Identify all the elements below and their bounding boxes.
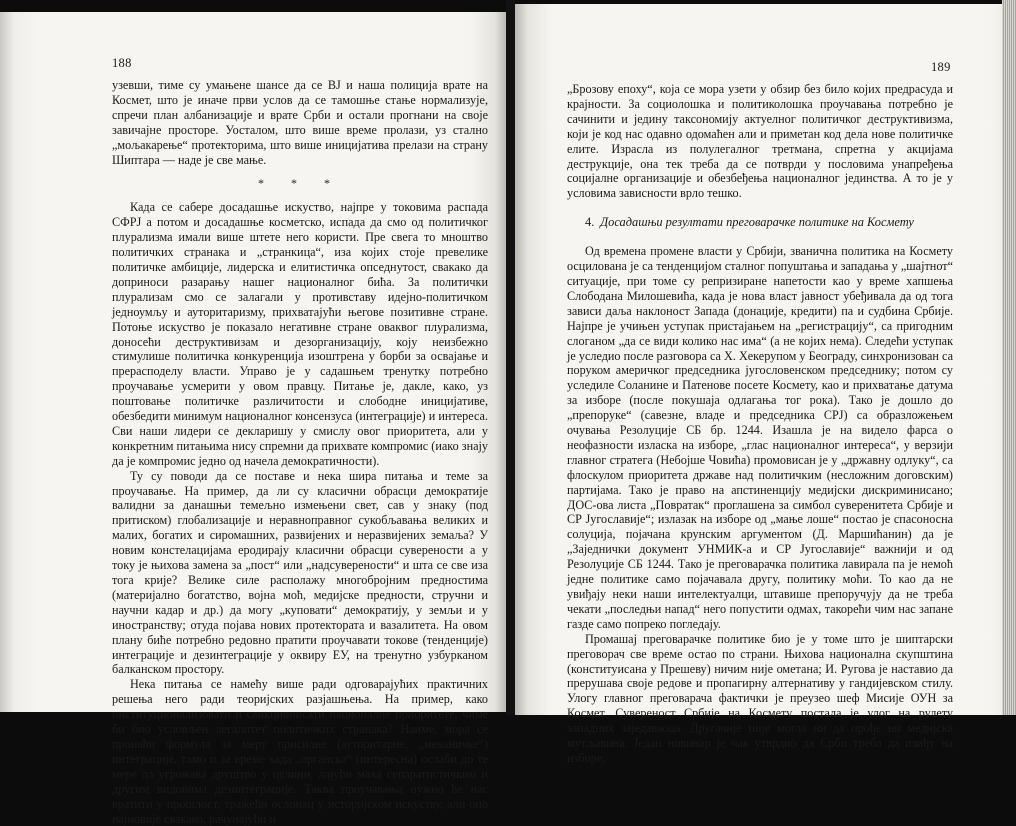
page-edges: [1002, 0, 1016, 715]
paragraph: узевши, тиме су умањене шансе да се ВЈ и наша полиција врате на Космет, што је иначе први услов да се тамошње стање нормализује, спречи план албанизације и врате Срби и остали прогнани на своје завичајне просторе. Уосталом, што више време пролази, уз стално „мољакарење“ протекторима, што више иницијатива прелази на страну Шиптара — наде је све мање.: [112, 78, 488, 167]
paragraph: Од времена промене власти у Србији, званична политика на Космету осцилована је са тенденцијом сталног попуштања и западања у „шајтнот“ ситуације, при томе су репризиране напетости као у време хапшења Слободана Милошевића, када је нова власт јавност убеђивала да од тога зависи даља наклоност Запада (донације, кредити) па и судбина Србије. Најпре је учињен уступак пристајањем на „регистрацију“, са пригодним слоганом „да се види колико нас има“ (а не којих нема). Следећи уступак је уследио после разговора са Х. Хекерупом у Београду, синхронизован са поруком америчког председника југословенском председнику; потом су уследиле Соланине и Патенове посете Космету, као и прихватање датума за изборе (после покушаја одлагања тог рока). Тако је дошло до „препоруке“ (савезне, владе и председника СРЈ) са образложењем очувања Резолуције СБ бр. 1244. Изашла је на видело фарса о неофазности изласка на изборе, „глас националног интереса“, у верзији главног стратега (Небојше Човића) промовисан је у „државну одлуку“, са флоскулом приоритета државе над политичким (несложним договским) партијама. Тако је право на апстиненцију медијски дискриминисано; ДОС-ова листа „Повратак“ проглашена за симбол суверенитета Србије и СР Југославије“; излазак на изборе од „мање лоше“ постао је спасоносна солуција, појачана крунским аргументом (Д. Маршићанин) да је „Заједнички документ УНМИК-а и СР Југославије“ важнији и од Резолуције СБ 1244. Тако је преговарачка политика лавирала па је немоћ једне политике само појачавала другу, политику моћи. То као да не увиђају неки наши интелектуалци, штавише препоручују да не треба чекати „последњи напад“ него попустити одмах, такорећи чим нас запане газде само попреко погледају.: [567, 244, 953, 631]
right-page-body: [567, 82, 953, 766]
section-heading: [585, 215, 953, 230]
page-number-left: 188: [112, 56, 132, 70]
section-title: Досадашњи резултати преговарачке политике на Космету: [600, 215, 914, 230]
paragraph: Промашај преговарачке политике био је у томе што је шиптарски преговорач све време остао по страни. Њихова национална скупштина (конституисана у Прешеву) ничим није ометана; И. Ругова је наставио да прерушава своје редове и пропагирну алтернативу у гандијевском стилу. Улогу главног преговарача фактички је преузео шеф Мисије ОУН за Космет. Сувереност Србије на Космету постала је улог на рулету западних заједаваоца. Другачије није могла ни да прође ни медијска мутљавина. Један новинар је чак утврдио да Срби треба да изиђу на изборе,: [567, 631, 953, 765]
paragraph: Ту су поводи да се поставе и нека шира питања и теме за проучавање. На пример, да ли су класични обрасци демократије валидни за данашњи темељно измењени свет, сав у знаку (под притиском) глобализације и неравноправног сукобљавања великих и малих, богатих и сиромашних, развијених и неразвијених земаља? У новим констелацијама еродирају класични обрасци суверености а у току је њихова замена за „пост“ или „надсуверености“ и шта се све иза тога крије? Велике силе располажу многобројним предностима (материјално богатство, војна моћ, медијске предности, стручни и научни кадар и др.) да могу „куповати“ демократију, у земљи и у иностранству; отуда појава нових протектората и вазалитета. На овом плану биће потребно редовно пратити проучавати токове (тенденције) интеграције и дезинтеграције у оквиру ЕУ, на тренутно узбурканом балканском простору.: [112, 468, 488, 677]
book-gutter: [506, 0, 515, 715]
right-page: [515, 4, 1016, 765]
left-page-body: [112, 78, 488, 826]
paragraph: Када се сабере досадашње искуство, најпре у токовима распада СФРЈ а потом и досадашње косметско, испада да смо од политичког плурализма имали више штете него користи. Пре свега то мноштво политичких странака и „странкица“, иза којих стоје превелике политичке амбиције, лидерска и елитистичка опседнутост, свакако да доприноси разарању нашег националног бића. За политички плурализам смо се залагали у противставу идејно-политичком једноумљу и ауторитаризму, прихватајући његове позитивне стране. Потоње искуство је показало негативне стране оваквог плурализма, доносећи деструктивизам и дезорганизацију, коју неизбежно стимулише политичка конкуренција изоштрена у борби за освајање и прерасподелу власти. Управо је у садашњем тренутку потребно проучавање усмерити у овом правцу. Питање је, дакле, како, уз поштовање политичке различитости и слободне иницијативе, обезбедити минимум националног консензуса (интеграције) и интереса. Сви наши лидери се декларишу у смислу овог приоритета, али у конкретним питањима нису спремни да прихвате компромис (иако знају да је компромис једно од начела демократичности).: [112, 200, 488, 468]
left-page: [0, 12, 506, 826]
section-separator: * * *: [258, 176, 342, 191]
paragraph: „Брозову епоху“, која се мора узети у обзир без било којих предрасуда и крајности. За социолошка и политиколошка проучавања потребно је сачинити и једину таксономију актуелног политичког деструктивизма, који је код нас одавно одомаћен али и приметан код дела нове политичке елите. Израсла из полулегалног третмана, спретна у акцијама деструкције, она тек треба да се потврди у пословима унапређења социјалне организације и обезбеђења националног јединства. А то је у условима зависности врло тешко.: [567, 82, 953, 201]
section-number: 4.: [585, 215, 595, 230]
paragraph: Нека питања се намећу више ради одговарајућих практичних решења него ради теоријских разјашњења. На пример, како институционализовати и санкционисати националне приоритете, чиме би био условљен легалитет политичких странака? Наиме, мора се пронаћи формула за меру присилне (ауторитарне, „механичке“) интеграције, тамо и за време када „органска“ (интересна) ослаби до те мере да угрожава друштво у целини, дајући маха сепаратистичким и другим видовима дезинтеграције. Таква проучавања нужно ће нас вратити у прошлост, тражећи ослонац у историјском искуству, али оно најновије свакако, рачунајући и: [112, 677, 488, 826]
page-number-right: 189: [931, 60, 951, 74]
